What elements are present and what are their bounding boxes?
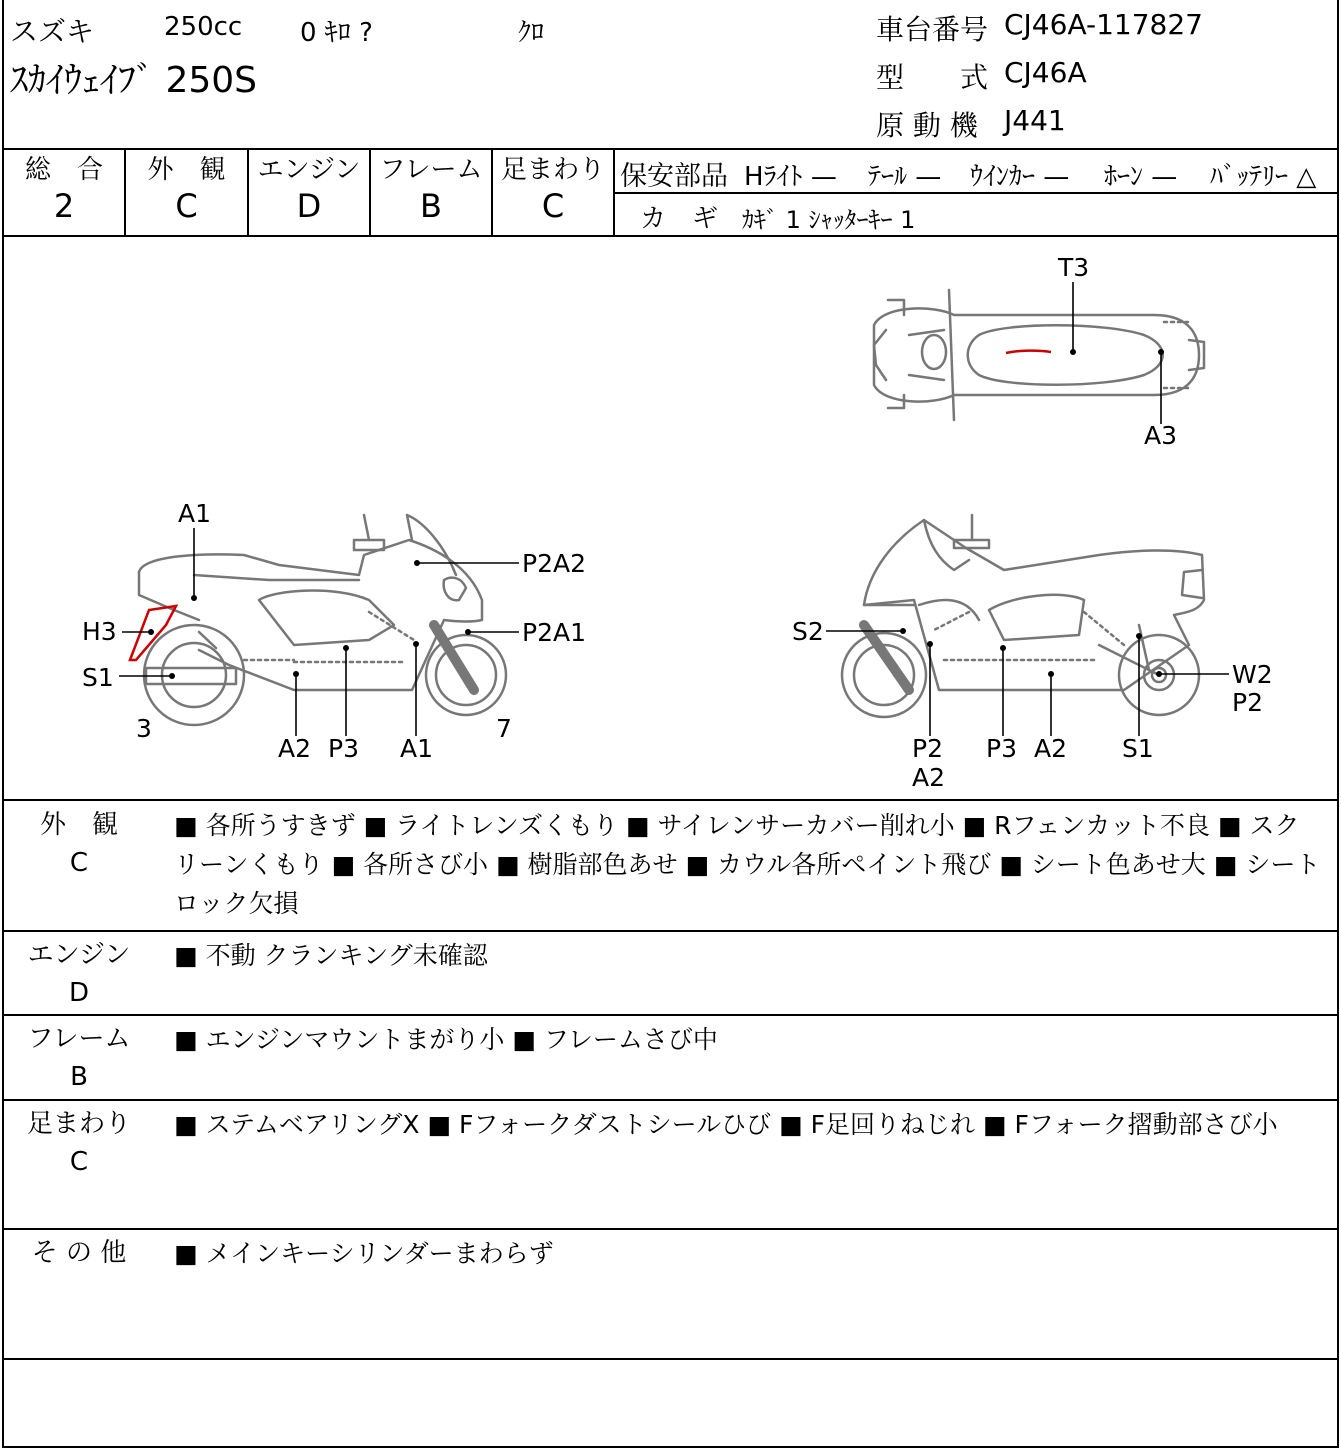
damage-mark-seat <box>1006 351 1051 353</box>
key-value: ｶｷﾞ 1 ｼｬｯﾀｰｷｰ 1 <box>742 206 916 234</box>
color: ｸﾛ <box>518 18 545 48</box>
divider <box>4 1358 1337 1360</box>
label-a3: A3 <box>1144 421 1178 450</box>
grade-suspension: 足まわり C <box>500 155 605 225</box>
label-s2: S2 <box>792 617 824 646</box>
label-w2: W2 <box>1232 660 1273 689</box>
mileage: 0 ｷﾛ ? <box>300 18 373 48</box>
engine-label: 原 動 機 <box>876 109 978 142</box>
safety-item-winker: ｳｲﾝｶｰ — <box>970 162 1070 192</box>
notes-text-other: ■ メインキーシリンダーまわらず <box>174 1239 554 1268</box>
notes-text-engine: ■ 不動 クランキング未確認 <box>174 941 488 970</box>
inspection-sheet <box>2 0 1339 1448</box>
top-view-scooter <box>874 290 1204 420</box>
label-p2a2: P2A2 <box>522 549 586 578</box>
divider <box>4 1099 1337 1101</box>
notes-category-other: そ の 他 <box>31 1238 127 1268</box>
type-value: CJ46A <box>1004 56 1087 89</box>
safety-label: 保安部品 <box>620 161 728 192</box>
frame-no: CJ46A-117827 <box>1004 8 1203 41</box>
label-h3: H3 <box>82 617 117 646</box>
divider <box>4 799 1337 801</box>
label-p3-left: P3 <box>328 734 359 763</box>
label-p2-wheel: P2 <box>1232 688 1263 717</box>
engine-value: J441 <box>1004 104 1066 137</box>
divider <box>4 1228 1337 1230</box>
grade-exterior: 外 観 C <box>147 155 226 225</box>
label-t3: T3 <box>1058 253 1090 282</box>
safety-item-battery: ﾊﾞｯﾃﾘｰ △ <box>1210 162 1317 192</box>
divider <box>4 930 1337 932</box>
divider <box>4 1014 1337 1016</box>
grade-total: 総 合 2 <box>24 155 103 225</box>
label-a1-bottom: A1 <box>400 734 434 763</box>
label-a2-under: A2 <box>912 763 946 792</box>
divider <box>615 192 1337 194</box>
notes-text-frame: ■ エンジンマウントまがり小 ■ フレームさび中 <box>174 1025 718 1054</box>
safety-item-horn: ﾎｰﾝ — <box>1104 162 1178 192</box>
label-p2a1: P2A1 <box>522 618 586 647</box>
grade-frame: フレーム B <box>379 155 483 225</box>
safety-item-tail: ﾃｰﾙ — <box>868 162 942 192</box>
label-a2-right: A2 <box>1034 734 1068 763</box>
safety-item-headlight: Hﾗｲﾄ — <box>744 162 837 192</box>
maker: スズキ <box>10 15 95 48</box>
label-3: 3 <box>136 714 152 743</box>
damage-diagram <box>4 237 1337 799</box>
right-side-scooter <box>842 515 1204 717</box>
notes-text-exterior: ■ 各所うすきず ■ ライトレンズくもり ■ サイレンサーカバー削れ小 ■ Rフェンカット不良 ■ スクリーンくもり ■ 各所さび小 ■ 樹脂部色あせ ■ カウル各所ペイント飛び ■ シート色あせ大 ■ シートロック欠損 <box>174 811 1321 918</box>
notes-text-suspension: ■ ステムベアリングX ■ Fフォークダストシールひび ■ F足回りねじれ ■ Fフォーク摺動部さび小 <box>174 1110 1278 1139</box>
notes-category-engine: エンジン D <box>27 940 131 1008</box>
type-label: 型 式 <box>876 61 989 94</box>
model-name: ｽｶｲｳｪｲﾌﾞ 250S <box>10 60 258 101</box>
label-s1-right: S1 <box>1122 734 1154 763</box>
grade-engine: エンジン D <box>257 155 361 225</box>
notes-category-frame: フレーム B <box>27 1024 131 1092</box>
label-a1-top: A1 <box>178 499 212 528</box>
notes-category-suspension: 足まわり C <box>26 1109 131 1177</box>
key-label: カ ギ <box>640 204 719 234</box>
label-a2-left: A2 <box>278 734 312 763</box>
notes-category-exterior: 外 観 C <box>39 810 118 878</box>
label-p2-right: P2 <box>912 734 943 763</box>
frame-no-label: 車台番号 <box>876 13 989 46</box>
label-p3-right: P3 <box>986 734 1017 763</box>
label-7: 7 <box>496 714 512 743</box>
label-s1-left: S1 <box>82 663 114 692</box>
displacement: 250cc <box>164 12 243 42</box>
